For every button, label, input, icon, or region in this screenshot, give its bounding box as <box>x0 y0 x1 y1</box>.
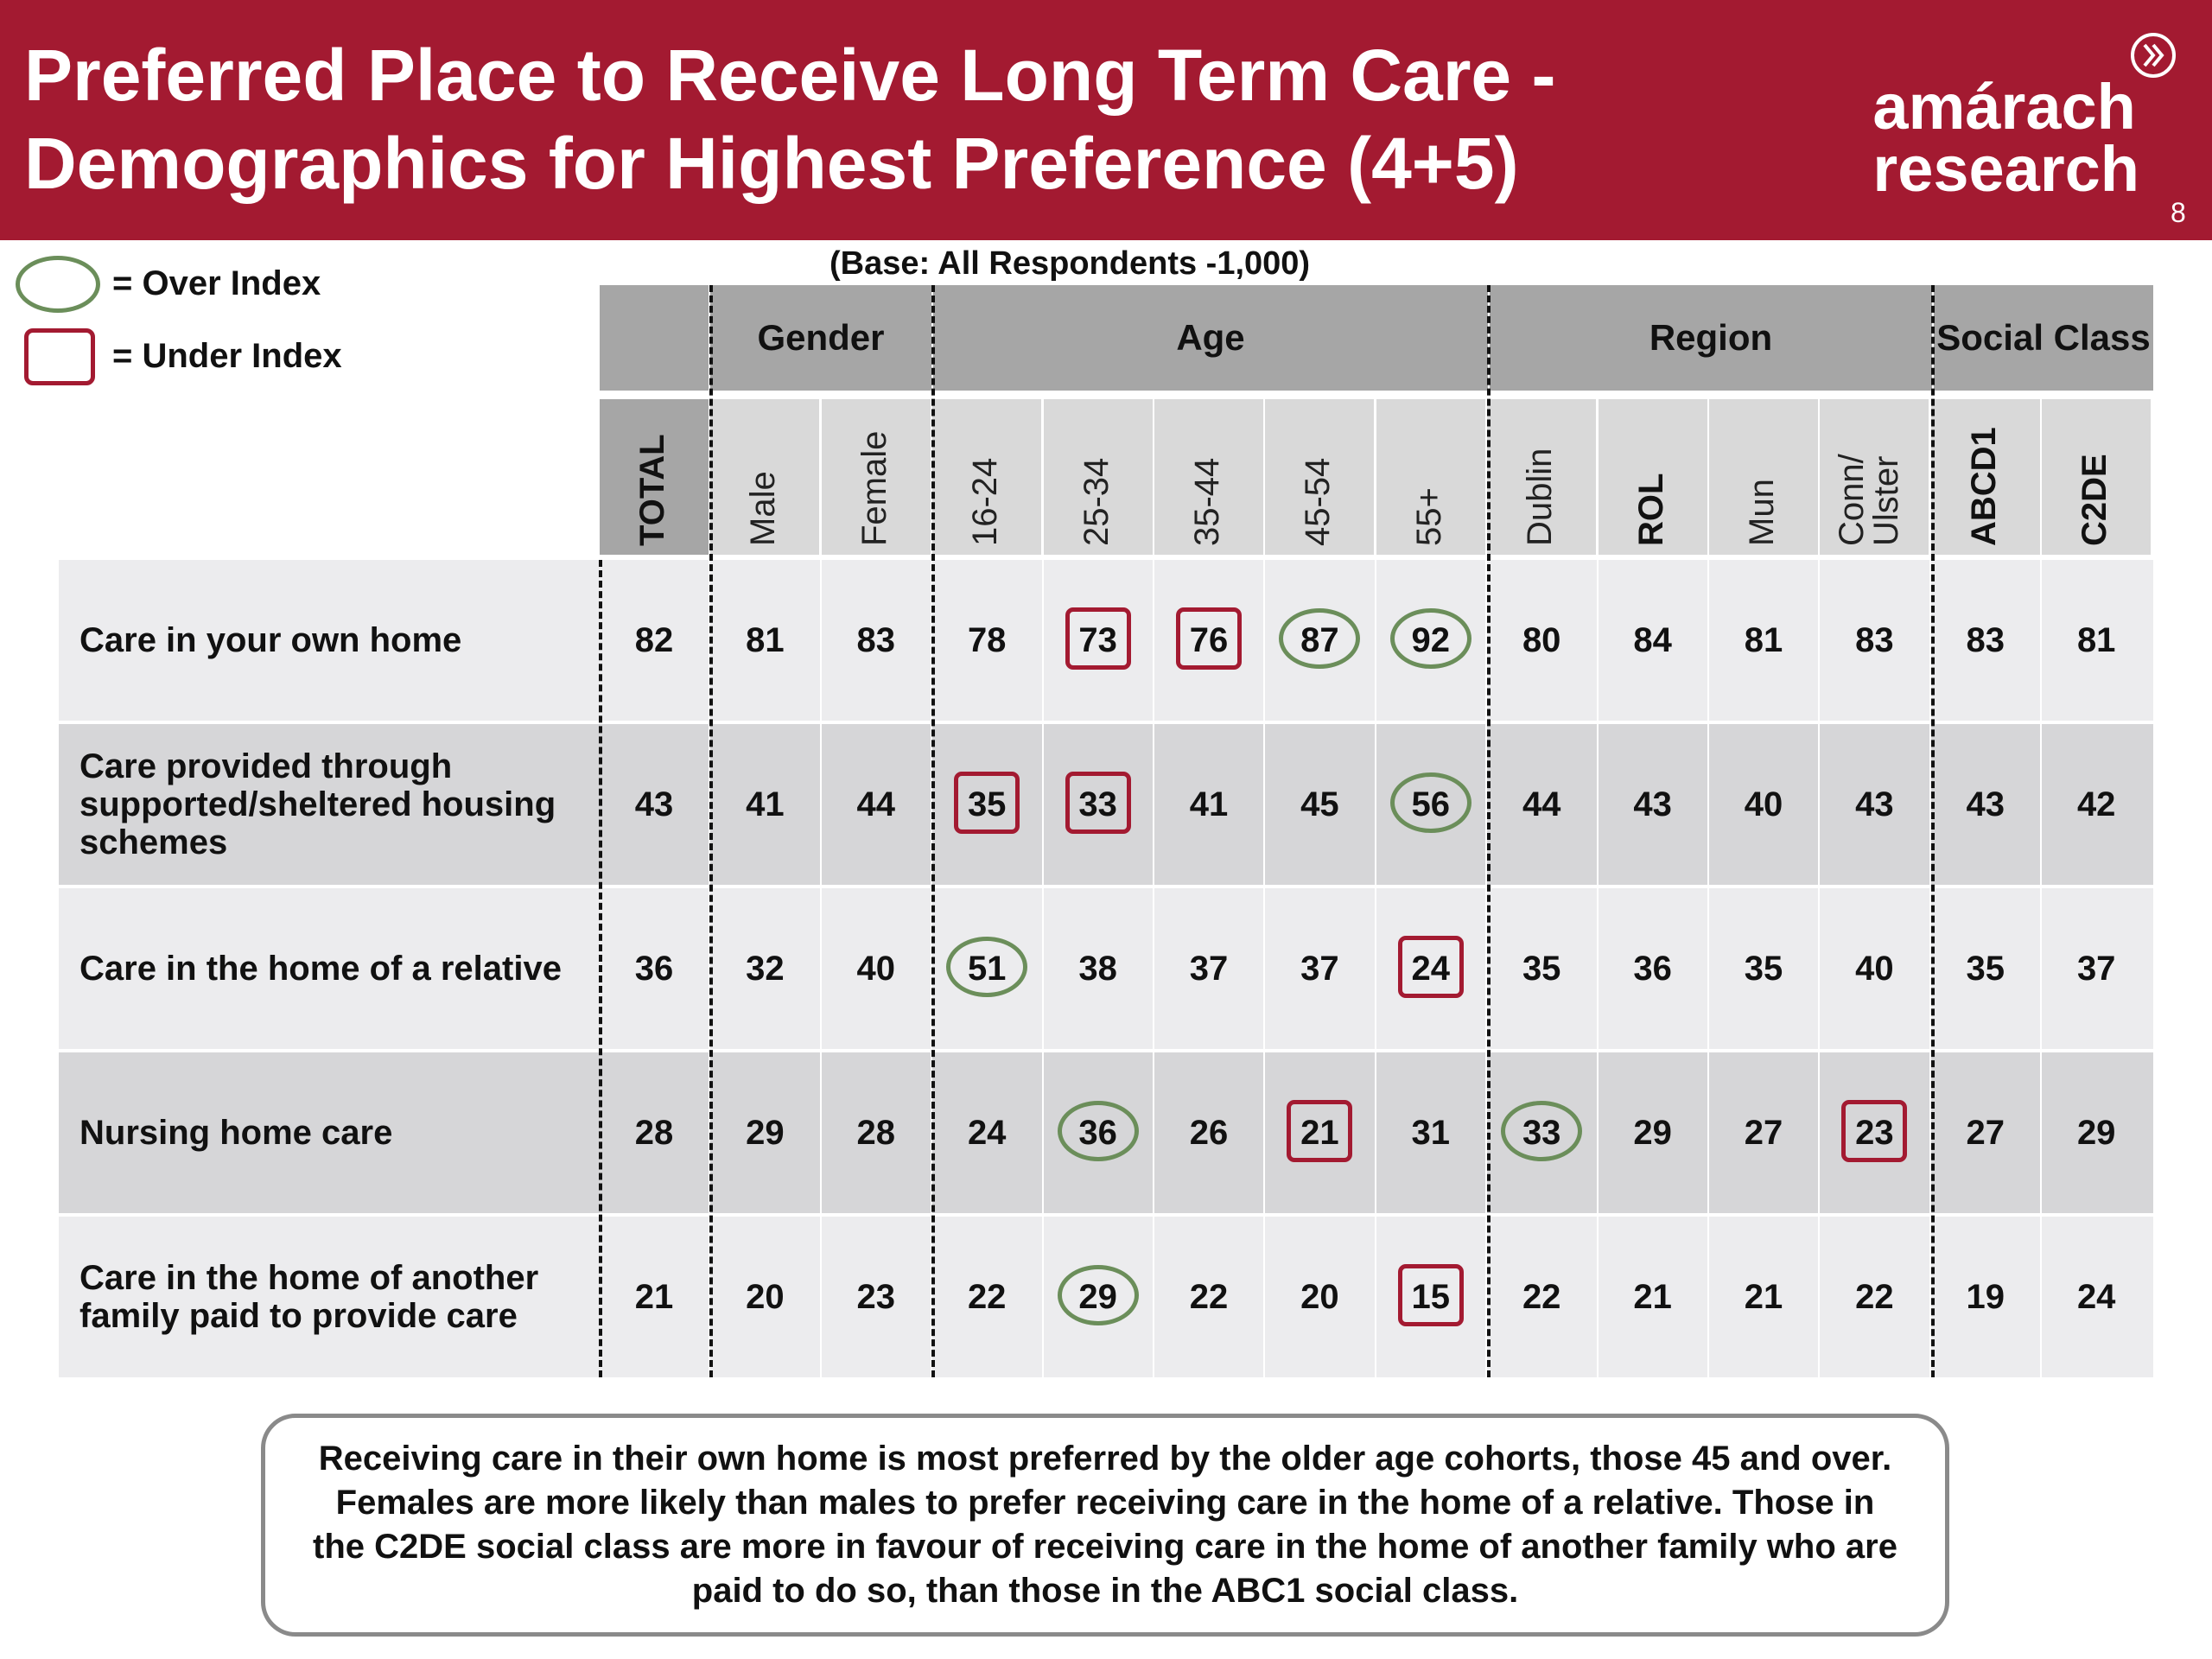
cell-value: 81 <box>746 620 785 659</box>
cell-value: 83 <box>856 620 896 659</box>
column-header-label: Mun <box>1743 479 1781 546</box>
cell-under-index <box>1376 1217 1485 1377</box>
table-cell <box>822 724 931 885</box>
cell-value: 35 <box>967 785 1007 823</box>
column-divider <box>2040 888 2042 1049</box>
cell-value: 35 <box>1744 949 1783 988</box>
column-divider <box>2040 560 2042 721</box>
cell-value: 22 <box>1522 1277 1561 1316</box>
column-header <box>1931 399 2040 555</box>
table-row <box>59 560 2153 721</box>
cell-value: 21 <box>1633 1277 1672 1316</box>
table-cell <box>710 1217 819 1377</box>
column-divider <box>1375 1052 1376 1213</box>
cell-under-index <box>1044 560 1153 721</box>
cell-value: 37 <box>2076 949 2116 988</box>
column-header-label: 25-34 <box>1077 457 1116 546</box>
cell-value: 82 <box>634 620 674 659</box>
cell-value: 27 <box>1966 1113 2005 1152</box>
column-header-label: C2DE <box>2075 454 2114 546</box>
cell-value: 84 <box>1633 620 1672 659</box>
column-divider <box>1153 560 1154 721</box>
column-divider <box>1153 1052 1154 1213</box>
column-divider <box>820 1052 822 1213</box>
cell-value: 24 <box>967 1113 1007 1152</box>
cell-under-index <box>1376 888 1485 1049</box>
column-divider <box>1818 560 1820 721</box>
table-cell <box>710 888 819 1049</box>
group-header-region: Region <box>1490 285 1932 391</box>
table-cell <box>822 1052 931 1213</box>
table-cell <box>1487 1217 1596 1377</box>
column-header <box>1709 399 1818 555</box>
column-header <box>1820 399 1929 555</box>
cell-value: 29 <box>1633 1113 1672 1152</box>
cell-value: 44 <box>1522 785 1561 823</box>
group-header-age: Age <box>933 285 1488 391</box>
cell-value: 36 <box>634 949 674 988</box>
table-cell <box>2042 560 2151 721</box>
group-header-social-class: Social Class <box>1934 285 2153 391</box>
column-divider <box>1707 1052 1709 1213</box>
table-cell <box>1709 1217 1818 1377</box>
column-header <box>710 399 819 555</box>
column-divider <box>1263 888 1265 1049</box>
column-header <box>600 399 709 555</box>
table-cell <box>1154 888 1263 1049</box>
column-divider <box>1597 1217 1599 1377</box>
table-cell <box>1154 724 1263 885</box>
row-label: Care in the home of a relative <box>79 950 562 988</box>
table-cell <box>2042 1052 2151 1213</box>
column-header <box>1487 399 1596 555</box>
table-cell <box>600 724 709 885</box>
cell-value: 81 <box>2076 620 2116 659</box>
table-cell <box>1044 888 1153 1049</box>
table-cell <box>2042 888 2151 1049</box>
row-label: Care provided through supported/sheltered housing schemes <box>79 747 556 861</box>
table-cell <box>1599 560 1707 721</box>
legend-under-label: = Under Index <box>112 337 342 375</box>
cell-value: 20 <box>746 1277 785 1316</box>
column-header-label: 16-24 <box>966 457 1005 546</box>
cell-value: 83 <box>1966 620 2005 659</box>
title-line-1: Preferred Place to Receive Long Term Care - <box>24 35 1556 116</box>
table-cell <box>2042 724 2151 885</box>
cell-value: 87 <box>1300 620 1339 659</box>
cell-value: 40 <box>1744 785 1783 823</box>
cell-value: 22 <box>1189 1277 1229 1316</box>
column-divider <box>2040 1217 2042 1377</box>
column-divider <box>2040 724 2042 885</box>
table-row <box>59 724 2153 885</box>
table-cell <box>1709 1052 1818 1213</box>
cell-value: 22 <box>967 1277 1007 1316</box>
table-cell <box>822 560 931 721</box>
column-header <box>1376 399 1485 555</box>
table-cell <box>1931 1217 2040 1377</box>
column-divider <box>1153 724 1154 885</box>
column-divider <box>820 724 822 885</box>
cell-value: 29 <box>1078 1277 1117 1316</box>
table-cell <box>1265 888 1374 1049</box>
column-divider <box>1818 1052 1820 1213</box>
table-cell <box>1487 888 1596 1049</box>
company-logo <box>1872 71 2139 205</box>
table-cell <box>1709 724 1818 885</box>
cell-value: 31 <box>1411 1113 1451 1152</box>
cell-value: 42 <box>2076 785 2116 823</box>
table-cell <box>1487 560 1596 721</box>
table-cell <box>1154 1052 1263 1213</box>
column-header <box>822 399 931 555</box>
column-divider <box>1153 888 1154 1049</box>
cell-value: 43 <box>634 785 674 823</box>
base-note: (Base: All Respondents -1,000) <box>830 245 1311 282</box>
cell-value: 19 <box>1966 1277 2005 1316</box>
dashed-separator <box>709 285 713 1377</box>
row-label: Nursing home care <box>79 1114 393 1152</box>
cell-value: 21 <box>1300 1113 1339 1152</box>
cell-value: 51 <box>967 949 1007 988</box>
summary-note: Receiving care in their own home is most preferred by the older age cohorts, those 45 and over. Females are more likely than males to prefer receiving care in the home of a relative. Those in the C2DE social class are more in favour of receiving care in the home of another family who are paid to do so, than those in the ABC1 social class. <box>261 1414 1949 1637</box>
column-header <box>932 399 1041 555</box>
cell-value: 21 <box>634 1277 674 1316</box>
dashed-separator <box>1931 285 1935 1377</box>
table-cell <box>1599 1052 1707 1213</box>
column-divider <box>1042 1052 1044 1213</box>
column-divider <box>1597 1052 1599 1213</box>
cell-value: 22 <box>1855 1277 1894 1316</box>
page-number: 8 <box>2171 197 2186 228</box>
cell-value: 41 <box>746 785 785 823</box>
table-cell <box>1154 1217 1263 1377</box>
cell-value: 24 <box>1411 949 1451 988</box>
column-divider <box>1707 888 1709 1049</box>
cell-value: 29 <box>2076 1113 2116 1152</box>
column-header-label: Conn/ Ulster <box>1833 454 1906 546</box>
cell-value: 29 <box>746 1113 785 1152</box>
cell-value: 80 <box>1522 620 1561 659</box>
cell-over-index <box>1376 560 1485 721</box>
cell-value: 28 <box>856 1113 896 1152</box>
cell-value: 81 <box>1744 620 1783 659</box>
table-cell <box>932 1217 1041 1377</box>
column-header-label: ABCD1 <box>1964 427 2003 546</box>
column-divider <box>1597 888 1599 1049</box>
cell-value: 83 <box>1855 620 1894 659</box>
table-cell <box>710 724 819 885</box>
over-index-circle-icon <box>16 256 100 313</box>
column-divider <box>1707 724 1709 885</box>
table-cell <box>1709 888 1818 1049</box>
cell-value: 56 <box>1411 785 1451 823</box>
cell-value: 43 <box>1966 785 2005 823</box>
column-divider <box>1375 888 1376 1049</box>
cell-under-index <box>1154 560 1263 721</box>
column-header <box>1154 399 1263 555</box>
column-divider <box>820 888 822 1049</box>
table-row <box>59 888 2153 1049</box>
column-header-label: 55+ <box>1409 487 1448 546</box>
cell-value: 92 <box>1411 620 1451 659</box>
column-divider <box>1375 1217 1376 1377</box>
table-cell <box>1265 1217 1374 1377</box>
column-divider <box>1597 560 1599 721</box>
column-divider <box>1263 724 1265 885</box>
column-header <box>1265 399 1374 555</box>
cell-under-index <box>1265 1052 1374 1213</box>
column-divider <box>1818 1217 1820 1377</box>
cell-over-index <box>1044 1217 1153 1377</box>
column-divider <box>1042 724 1044 885</box>
table-cell <box>932 560 1041 721</box>
dashed-separator <box>1487 285 1491 1377</box>
cell-over-index <box>1487 1052 1596 1213</box>
column-divider <box>1263 1052 1265 1213</box>
cell-value: 35 <box>1522 949 1561 988</box>
cell-value: 23 <box>856 1277 896 1316</box>
table-cell <box>1820 560 1929 721</box>
group-header-gender: Gender <box>710 285 931 391</box>
logo-line-1: amárach <box>1872 71 2136 143</box>
cell-value: 76 <box>1189 620 1229 659</box>
table-cell <box>2042 1217 2151 1377</box>
table-row <box>59 1052 2153 1213</box>
table-cell <box>1265 724 1374 885</box>
cell-value: 78 <box>967 620 1007 659</box>
column-divider <box>1818 888 1820 1049</box>
column-divider <box>2040 1052 2042 1213</box>
cell-value: 21 <box>1744 1277 1783 1316</box>
cell-over-index <box>1044 1052 1153 1213</box>
header-banner <box>0 0 2212 240</box>
cell-value: 43 <box>1633 785 1672 823</box>
chevron-circle-icon <box>2131 33 2176 78</box>
cell-value: 24 <box>2076 1277 2116 1316</box>
table-cell <box>1599 724 1707 885</box>
dashed-separator <box>931 285 935 1377</box>
table-cell <box>600 888 709 1049</box>
cell-over-index <box>1376 724 1485 885</box>
column-header-label: TOTAL <box>633 434 671 546</box>
column-divider <box>1707 560 1709 721</box>
table-cell <box>1931 888 2040 1049</box>
cell-value: 73 <box>1078 620 1117 659</box>
table-cell <box>822 1217 931 1377</box>
table-cell <box>1931 560 2040 721</box>
column-header <box>1044 399 1153 555</box>
column-divider <box>820 560 822 721</box>
logo-line-2: research <box>1872 133 2139 205</box>
cell-over-index <box>1265 560 1374 721</box>
column-header-label: 45-54 <box>1299 457 1338 546</box>
table-cell <box>1820 1217 1929 1377</box>
column-header <box>2042 399 2151 555</box>
column-header-label: Female <box>855 430 893 546</box>
cell-value: 32 <box>746 949 785 988</box>
under-index-box-icon <box>24 328 95 385</box>
row-label: Care in your own home <box>79 621 462 659</box>
cell-under-index <box>1044 724 1153 885</box>
column-header-label: ROL <box>1631 473 1670 546</box>
cell-value: 15 <box>1411 1277 1451 1316</box>
column-header-label: Male <box>744 471 783 546</box>
page-title <box>24 31 1666 207</box>
cell-value: 23 <box>1855 1113 1894 1152</box>
column-divider <box>1707 1217 1709 1377</box>
table-cell <box>1599 888 1707 1049</box>
cell-value: 36 <box>1633 949 1672 988</box>
column-header <box>1599 399 1707 555</box>
table-cell <box>710 1052 819 1213</box>
row-label: Care in the home of another family paid to provide care <box>79 1259 539 1335</box>
cell-under-index <box>932 724 1041 885</box>
cell-value: 40 <box>856 949 896 988</box>
cell-value: 20 <box>1300 1277 1339 1316</box>
table-cell <box>1709 560 1818 721</box>
table-cell <box>932 1052 1041 1213</box>
cell-over-index <box>932 888 1041 1049</box>
table-cell <box>600 1217 709 1377</box>
cell-value: 36 <box>1078 1113 1117 1152</box>
table-cell <box>1487 724 1596 885</box>
cell-value: 43 <box>1855 785 1894 823</box>
cell-value: 44 <box>856 785 896 823</box>
table-cell <box>1931 1052 2040 1213</box>
cell-value: 27 <box>1744 1113 1783 1152</box>
group-header-total-spacer <box>600 285 709 391</box>
column-divider <box>1153 1217 1154 1377</box>
table-cell <box>1599 1217 1707 1377</box>
table-cell <box>1820 888 1929 1049</box>
cell-value: 35 <box>1966 949 2005 988</box>
column-divider <box>1597 724 1599 885</box>
column-divider <box>1818 724 1820 885</box>
table-row <box>59 1217 2153 1377</box>
table-cell <box>1376 1052 1485 1213</box>
table-cell <box>1931 724 2040 885</box>
table-cell <box>822 888 931 1049</box>
cell-value: 40 <box>1855 949 1894 988</box>
cell-value: 37 <box>1189 949 1229 988</box>
column-divider <box>1263 560 1265 721</box>
cell-value: 38 <box>1078 949 1117 988</box>
column-divider <box>1042 560 1044 721</box>
column-divider <box>1042 888 1044 1049</box>
cell-value: 26 <box>1189 1113 1229 1152</box>
dashed-separator <box>599 560 602 1377</box>
cell-value: 28 <box>634 1113 674 1152</box>
column-divider <box>1375 724 1376 885</box>
legend-over-label: = Over Index <box>112 264 321 302</box>
cell-value: 45 <box>1300 785 1339 823</box>
cell-value: 41 <box>1189 785 1229 823</box>
column-divider <box>1375 560 1376 721</box>
column-header-label: 35-44 <box>1188 457 1226 546</box>
table-cell <box>1820 724 1929 885</box>
column-divider <box>1263 1217 1265 1377</box>
cell-value: 33 <box>1078 785 1117 823</box>
table-cell <box>600 1052 709 1213</box>
column-divider <box>1042 1217 1044 1377</box>
column-header-label: Dublin <box>1521 448 1560 546</box>
title-line-2: Demographics for Highest Preference (4+5) <box>24 123 1519 204</box>
cell-under-index <box>1820 1052 1929 1213</box>
cell-value: 33 <box>1522 1113 1561 1152</box>
column-divider <box>820 1217 822 1377</box>
cell-value: 37 <box>1300 949 1339 988</box>
table-cell <box>710 560 819 721</box>
table-cell <box>600 560 709 721</box>
